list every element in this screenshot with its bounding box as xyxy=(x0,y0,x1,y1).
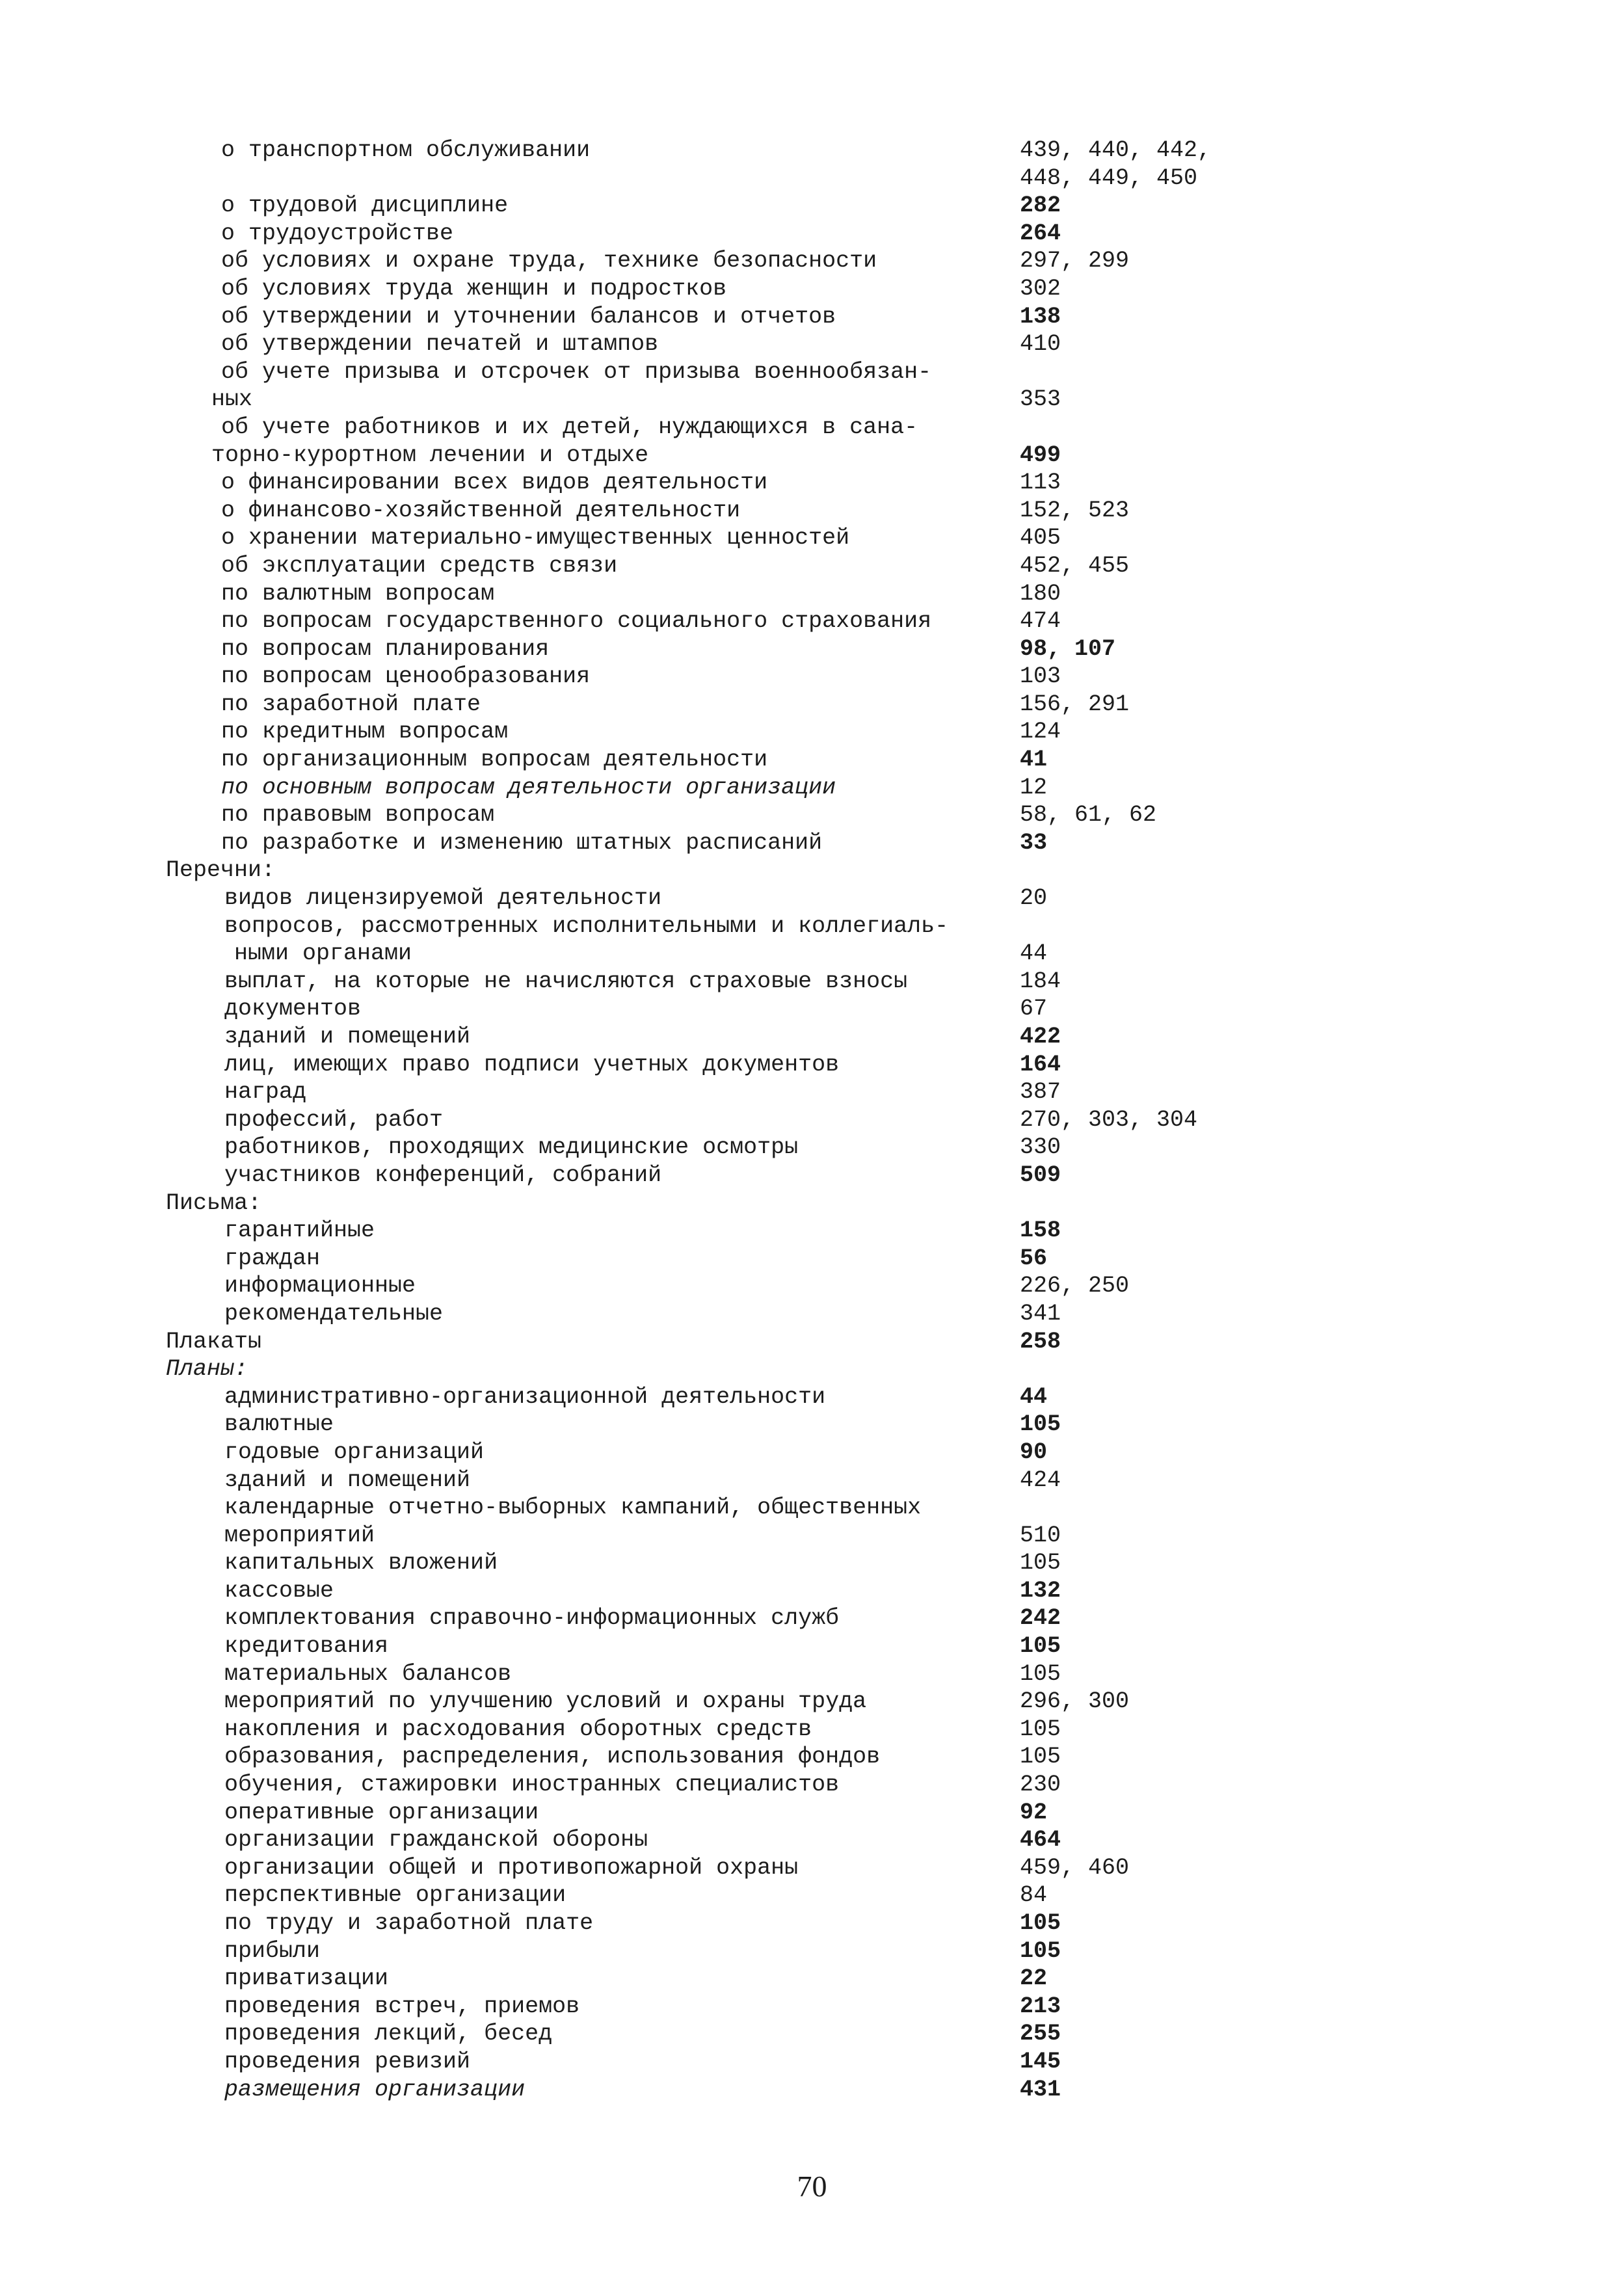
index-term: по вопросам государственного социального страхования xyxy=(221,608,932,635)
index-entry xyxy=(0,1909,1624,1937)
page-refs: 124 xyxy=(1020,719,1061,745)
index-term: лиц, имеющих право подписи учетных документов xyxy=(224,1051,840,1078)
page-number: 70 xyxy=(797,2170,827,2203)
index-term: об учете работников и их детей, нуждающихся в сана- xyxy=(221,414,918,440)
page-refs: 258 xyxy=(1020,1328,1061,1355)
index-entry xyxy=(0,1162,1624,1190)
index-entry xyxy=(0,580,1624,608)
index-term: приватизации xyxy=(224,1965,389,1992)
page-refs: 113 xyxy=(1020,470,1061,496)
page-refs: 448, 449, 450 xyxy=(1020,165,1198,191)
page-refs: 44 xyxy=(1020,1383,1048,1410)
index-term: об утверждении печатей и штампов xyxy=(221,331,659,358)
index-entry xyxy=(0,829,1624,857)
index-entry xyxy=(0,718,1624,746)
index-entry xyxy=(0,1799,1624,1827)
index-term: по основным вопросам деятельности организации xyxy=(221,774,836,801)
index-entry xyxy=(0,2048,1624,2076)
index-term: гарантийные xyxy=(224,1217,375,1244)
index-entry xyxy=(0,1245,1624,1273)
page-refs: 164 xyxy=(1020,1051,1061,1078)
page-refs: 103 xyxy=(1020,663,1061,690)
index-term: о хранении материально-имущественных ценностей xyxy=(221,525,850,552)
index-term: мероприятий xyxy=(224,1522,375,1549)
index-entry xyxy=(0,2020,1624,2048)
page-refs: 230 xyxy=(1020,1772,1061,1798)
index-entry xyxy=(0,358,1624,386)
index-term: профессий, работ xyxy=(224,1106,444,1133)
index-entry xyxy=(0,1743,1624,1771)
index-term: торно-курортном лечении и отдыхе xyxy=(211,442,649,468)
page-refs: 410 xyxy=(1020,331,1061,358)
index-term: работников, проходящих медицинские осмотры xyxy=(224,1134,799,1161)
page-refs: 264 xyxy=(1020,220,1061,246)
index-term: перспективные организации xyxy=(224,1882,566,1909)
index-term: вопросов, рассмотренных исполнительными и коллегиаль- xyxy=(224,912,949,939)
index-entry xyxy=(0,1051,1624,1079)
page-refs: 105 xyxy=(1020,1910,1061,1936)
page-refs: 302 xyxy=(1020,275,1061,302)
index-entry xyxy=(0,1522,1624,1550)
index-term: по заработной плате xyxy=(221,691,481,717)
index-term: ными органами xyxy=(234,940,412,967)
index-term: оперативные организации xyxy=(224,1799,539,1826)
page-refs: 405 xyxy=(1020,525,1061,552)
index-entry xyxy=(0,1383,1624,1411)
page-refs: 84 xyxy=(1020,1882,1048,1909)
index-entry xyxy=(0,2076,1624,2104)
page-refs: 213 xyxy=(1020,1993,1061,2019)
index-term: проведения встреч, приемов xyxy=(224,1993,580,2019)
index-term: об условиях труда женщин и подростков xyxy=(221,275,727,302)
index-term: капитальных вложений xyxy=(224,1550,498,1576)
index-term: выплат, на которые не начисляются страховые взносы xyxy=(224,968,908,994)
page-refs: 255 xyxy=(1020,2021,1061,2047)
page-refs: 105 xyxy=(1020,1411,1061,1438)
index-entry xyxy=(0,663,1624,691)
index-entry xyxy=(0,192,1624,220)
index-entry xyxy=(0,1826,1624,1854)
index-term: Перечни: xyxy=(166,857,276,884)
page-refs: 41 xyxy=(1020,747,1048,773)
index-entry xyxy=(0,1439,1624,1467)
index-entry xyxy=(0,1937,1624,1965)
index-term: прибыли xyxy=(224,1937,321,1964)
page-refs: 56 xyxy=(1020,1245,1048,1271)
index-term: об эксплуатации средств связи xyxy=(221,552,618,579)
index-entry xyxy=(0,1023,1624,1051)
index-term: календарные отчетно-выборных кампаний, общественных xyxy=(224,1495,922,1521)
index-term: по вопросам ценообразования xyxy=(221,663,591,690)
page-refs: 105 xyxy=(1020,1716,1061,1742)
index-entry xyxy=(0,940,1624,968)
index-entry xyxy=(0,1632,1624,1660)
index-term: по разработке и изменению штатных расписаний xyxy=(221,829,823,856)
index-entry xyxy=(0,774,1624,802)
page-refs: 330 xyxy=(1020,1134,1061,1161)
index-term: образования, распределения, использования фондов xyxy=(224,1744,881,1770)
index-entry xyxy=(0,968,1624,996)
index-entry xyxy=(0,1411,1624,1439)
page-refs: 226, 250 xyxy=(1020,1273,1130,1299)
page-refs: 474 xyxy=(1020,608,1061,635)
page-refs: 105 xyxy=(1020,1660,1061,1687)
page-refs: 105 xyxy=(1020,1744,1061,1770)
index-term: Плакаты xyxy=(166,1328,262,1355)
page-refs: 424 xyxy=(1020,1467,1061,1493)
index-term: организации гражданской обороны xyxy=(224,1827,648,1854)
index-entry xyxy=(0,691,1624,719)
index-entry xyxy=(0,1660,1624,1688)
index-entry xyxy=(0,220,1624,248)
index-term: об утверждении и уточнении балансов и отчетов xyxy=(221,303,836,330)
page-refs: 90 xyxy=(1020,1439,1048,1465)
page-refs: 499 xyxy=(1020,442,1061,468)
page-refs: 145 xyxy=(1020,2048,1061,2075)
page-refs: 158 xyxy=(1020,1217,1061,1244)
index-term: по валютным вопросам xyxy=(221,580,495,607)
index-term: зданий и помещений xyxy=(224,1467,471,1493)
page-refs: 353 xyxy=(1020,386,1061,413)
page-refs: 138 xyxy=(1020,303,1061,330)
index-entry xyxy=(0,330,1624,358)
page-refs: 464 xyxy=(1020,1827,1061,1854)
index-term: о транспортном обслуживании xyxy=(221,137,591,163)
index-term: проведения лекций, бесед xyxy=(224,2021,553,2047)
index-term: информационные xyxy=(224,1273,416,1299)
page-refs: 58, 61, 62 xyxy=(1020,802,1157,829)
index-term: размещения организации xyxy=(224,2076,526,2103)
index-entry xyxy=(0,607,1624,635)
index-entry xyxy=(0,469,1624,497)
index-entry xyxy=(0,1106,1624,1134)
page-refs: 105 xyxy=(1020,1633,1061,1660)
page-refs: 33 xyxy=(1020,829,1048,856)
section-heading-plany xyxy=(0,1355,1624,1383)
index-term: наград xyxy=(224,1079,307,1106)
index-term: административно-организационной деятельности xyxy=(224,1383,826,1410)
index-term: по организационным вопросам деятельности xyxy=(221,747,768,773)
index-term: о трудовой дисциплине xyxy=(221,193,509,219)
page-refs: 44 xyxy=(1020,940,1048,967)
index-term: Планы: xyxy=(166,1356,248,1383)
index-term: валютные xyxy=(224,1411,334,1438)
page-refs: 297, 299 xyxy=(1020,248,1130,274)
index-term: о трудоустройстве xyxy=(221,220,454,246)
index-entry xyxy=(0,137,1624,165)
index-entry xyxy=(0,1604,1624,1632)
index-term: кассовые xyxy=(224,1577,334,1604)
index-term: граждан xyxy=(224,1245,321,1271)
page-refs: 98, 107 xyxy=(1020,635,1116,662)
index-entry xyxy=(0,1716,1624,1744)
index-term: участников конференций, собраний xyxy=(224,1162,662,1188)
page-refs: 12 xyxy=(1020,774,1048,801)
page-refs: 387 xyxy=(1020,1079,1061,1106)
index-term: Письма: xyxy=(166,1190,262,1216)
index-term: по труду и заработной плате xyxy=(224,1910,594,1936)
index-entry xyxy=(0,414,1624,442)
page-refs: 341 xyxy=(1020,1300,1061,1327)
index-term: зданий и помещений xyxy=(224,1024,471,1050)
section-heading-plakaty xyxy=(0,1328,1624,1356)
index-entry xyxy=(0,885,1624,912)
page-refs: 20 xyxy=(1020,885,1048,912)
page-refs: 270, 303, 304 xyxy=(1020,1106,1198,1133)
index-entry xyxy=(0,1854,1624,1882)
page-refs: 92 xyxy=(1020,1799,1048,1826)
index-term: рекомендательные xyxy=(224,1300,444,1327)
section-heading-perechni xyxy=(0,857,1624,885)
index-entry xyxy=(0,165,1624,193)
index-term: о финансово-хозяйственной деятельности xyxy=(221,497,741,524)
index-term: кредитования xyxy=(224,1633,389,1660)
page-refs: 509 xyxy=(1020,1162,1061,1188)
page-refs: 296, 300 xyxy=(1020,1688,1130,1715)
page-refs: 132 xyxy=(1020,1577,1061,1604)
page-refs: 67 xyxy=(1020,996,1048,1022)
index-entry xyxy=(0,635,1624,663)
index-term: об условиях и охране труда, технике безопасности xyxy=(221,248,877,274)
index-term: по правовым вопросам xyxy=(221,802,495,829)
index-term: проведения ревизий xyxy=(224,2048,471,2075)
page-refs: 422 xyxy=(1020,1024,1061,1050)
index-entry xyxy=(0,1577,1624,1605)
page-refs: 439, 440, 442, xyxy=(1020,137,1212,163)
index-entry xyxy=(0,801,1624,829)
index-entry xyxy=(0,552,1624,580)
index-term: документов xyxy=(224,996,362,1022)
index-entry xyxy=(0,1771,1624,1799)
page-refs: 105 xyxy=(1020,1937,1061,1964)
index-entry xyxy=(0,746,1624,774)
index-term: материальных балансов xyxy=(224,1660,512,1687)
index-entry xyxy=(0,1272,1624,1300)
index-entry xyxy=(0,1688,1624,1716)
section-heading-pisma xyxy=(0,1190,1624,1217)
page-refs: 22 xyxy=(1020,1965,1048,1992)
index-entry xyxy=(0,275,1624,303)
page-refs: 282 xyxy=(1020,193,1061,219)
index-entry xyxy=(0,524,1624,552)
index-entry xyxy=(0,1078,1624,1106)
index-entry xyxy=(0,1300,1624,1328)
index-term: обучения, стажировки иностранных специалистов xyxy=(224,1772,840,1798)
index-term: накопления и расходования оборотных средств xyxy=(224,1716,812,1742)
index-entry xyxy=(0,247,1624,275)
index-term: о финансировании всех видов деятельности xyxy=(221,470,768,496)
index-term: мероприятий по улучшению условий и охраны труда xyxy=(224,1688,867,1715)
index-entry xyxy=(0,386,1624,414)
index-term: видов лицензируемой деятельности xyxy=(224,885,662,912)
page-refs: 180 xyxy=(1020,580,1061,607)
index-term: по вопросам планирования xyxy=(221,635,550,662)
index-entry xyxy=(0,442,1624,470)
page-refs: 105 xyxy=(1020,1550,1061,1576)
page-refs: 152, 523 xyxy=(1020,497,1130,524)
page-refs: 156, 291 xyxy=(1020,691,1130,717)
index-entry xyxy=(0,1549,1624,1577)
page-refs: 242 xyxy=(1020,1605,1061,1632)
index-term: годовые организаций xyxy=(224,1439,485,1465)
index-entry xyxy=(0,497,1624,525)
page-refs: 452, 455 xyxy=(1020,552,1130,579)
index-term: по кредитным вопросам xyxy=(221,719,509,745)
index-entry xyxy=(0,1217,1624,1245)
index-term: об учете призыва и отсрочек от призыва военнообязан- xyxy=(221,358,932,385)
index-entry xyxy=(0,1467,1624,1495)
page-refs: 431 xyxy=(1020,2076,1061,2103)
index-term: организации общей и противопожарной охраны xyxy=(224,1854,799,1881)
index-entry xyxy=(0,1134,1624,1162)
index-entry xyxy=(0,303,1624,331)
index-entry xyxy=(0,1494,1624,1522)
index-term: комплектования справочно-информационных служб xyxy=(224,1605,840,1632)
index-entry xyxy=(0,912,1624,940)
page-refs: 184 xyxy=(1020,968,1061,994)
index-term: ных xyxy=(211,386,253,413)
index-page xyxy=(0,137,1624,2103)
index-entry xyxy=(0,1993,1624,2021)
index-entry xyxy=(0,995,1624,1023)
page-refs: 459, 460 xyxy=(1020,1854,1130,1881)
index-entry xyxy=(0,1965,1624,1993)
index-entry xyxy=(0,1882,1624,1909)
page-refs: 510 xyxy=(1020,1522,1061,1549)
